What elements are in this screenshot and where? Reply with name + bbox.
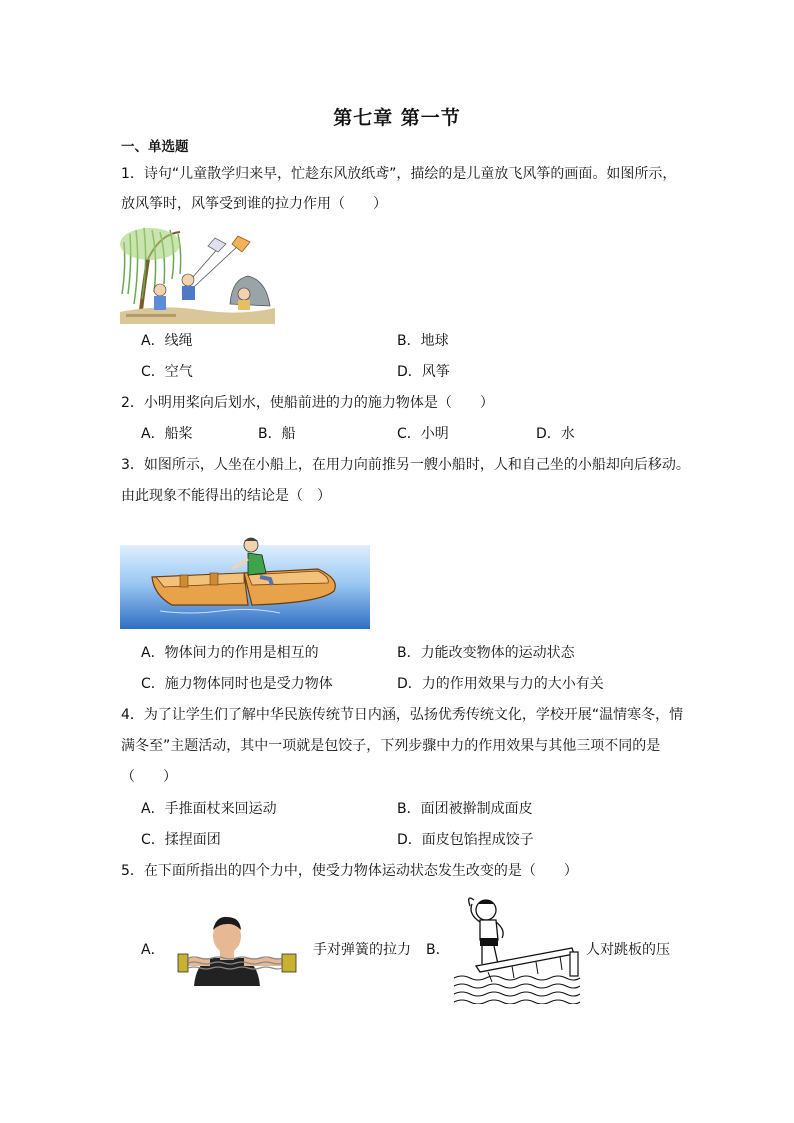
q2-option-d: D．水 — [536, 426, 575, 442]
q1-option-a: A．线绳 — [141, 333, 193, 349]
question-4-line-3: （ ） — [121, 769, 177, 785]
q4-option-b: B．面团被擀制成面皮 — [397, 801, 533, 817]
question-3-line-1: 3．如图所示，人坐在小船上，在用力向前推另一艘小船时，人和自己坐的小船却向后移动。 — [121, 457, 690, 473]
question-4-line-2: 满冬至”主题活动，其中一项就是包饺子，下列步骤中力的作用效果与其他三项不同的是 — [121, 738, 661, 754]
kite-flying-illustration — [120, 224, 275, 324]
q4-option-a: A．手推面杖来回运动 — [141, 801, 277, 817]
q5-option-b-text: 人对跳板的压 — [586, 942, 670, 958]
q2-option-c: C．小明 — [397, 426, 449, 442]
question-5-line-1: 5．在下面所指出的四个力中，使受力物体运动状态发生改变的是（ ） — [121, 863, 578, 879]
q1-option-d: D．风筝 — [397, 364, 450, 380]
q4-option-c: C．揉捏面团 — [141, 832, 221, 848]
section-heading: 一、单选题 — [121, 139, 189, 155]
q5-option-b-label: B． — [426, 942, 450, 958]
q4-option-d: D．面皮包馅捏成饺子 — [397, 832, 534, 848]
question-1-line-1: 1．诗句“儿童散学归来早，忙趁东风放纸鸢”，描绘的是儿童放飞风筝的画面。如图所示， — [121, 166, 677, 182]
q3-option-d: D．力的作用效果与力的大小有关 — [397, 676, 604, 692]
question-2-line-1: 2．小明用桨向后划水，使船前进的力的施力物体是（ ） — [121, 395, 494, 411]
boats-illustration — [120, 533, 370, 629]
q1-option-b: B．地球 — [397, 333, 449, 349]
diving-board-illustration — [452, 892, 582, 1004]
q2-option-a: A．船桨 — [141, 426, 193, 442]
page-title: 第七章 第一节 — [333, 107, 461, 129]
question-4-line-1: 4．为了让学生们了解中华民族传统节日内涵，弘扬优秀传统文化，学校开展“温情寒冬，情 — [121, 707, 684, 723]
question-1-line-2: 放风筝时，风筝受到谁的拉力作用（ ） — [121, 196, 387, 212]
spring-exerciser-illustration — [164, 914, 309, 986]
q3-option-b: B．力能改变物体的运动状态 — [397, 645, 575, 661]
q3-option-a: A．物体间力的作用是相互的 — [141, 645, 319, 661]
question-3-line-2: 由此现象不能得出的结论是（ ） — [121, 488, 331, 504]
q5-option-a-text: 手对弹簧的拉力 — [313, 942, 411, 958]
q2-option-b: B．船 — [258, 426, 296, 442]
q1-option-c: C．空气 — [141, 364, 193, 380]
q5-option-a-label: A． — [141, 942, 165, 958]
q3-option-c: C．施力物体同时也是受力物体 — [141, 676, 333, 692]
